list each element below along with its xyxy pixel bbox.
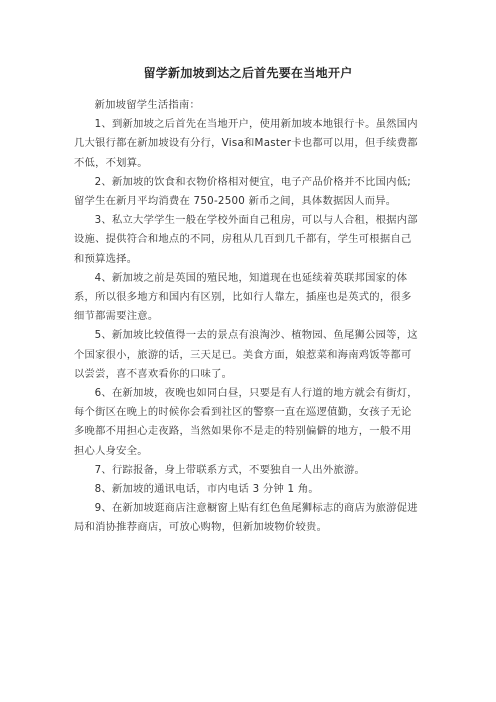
paragraph-3: 3、私立大学学生一般在学校外面自己租房，可以与人合租，根据内部设施、提供符合和地点的不同，房租从几百到几千都有，学生可根据自己和预算选择。 [74,214,418,265]
document-title: 留学新加坡到达之后首先要在当地开户 [143,66,353,80]
intro-line: 新加坡留学生活指南： [94,99,201,111]
paragraph-9: 9、在新加坡逛商店注意橱窗上贴有红色鱼尾狮标志的商店为旅游促进局和消协推荐商店，可放心购物，但新加坡物价较贵。 [74,502,418,534]
paragraph-4: 4、新加坡之前是英国的殖民地，知道现在也延续着英联邦国家的体系，所以很多地方和国内有区别，比如行人靠左，插座也是英式的，很多细节都需要注意。 [74,271,412,323]
paragraph-6: 6、在新加坡，夜晚也如同白昼，只要是有人行道的地方就会有街灯，每个街区在晚上的时候你会看到社区的警察一直在巡逻值勤，女孩子无论多晚都不用担心走夜路，当然如果你不是走的特别偏僻的地方，一般不用担心人身安全。 [74,387,418,457]
paragraph-5: 5、新加坡比较值得一去的景点有浪淘沙、植物园、鱼尾狮公园等，这个国家很小，旅游的话，三天足已。美食方面，娘惹菜和海南鸡饭等都可以尝尝，喜不喜欢看你的口味了。 [74,329,418,380]
paragraph-2: 2、新加坡的饮食和衣物价格相对便宜，电子产品价格并不比国内低;留学生在新月平均消费在 750-2500 新币之间，具体数据因人而异。 [74,175,411,208]
paragraph-8: 8、新加坡的通讯电话，市内电话 3 分钟 1 角。 [94,483,319,496]
paragraph-1: 1、到新加坡之后首先在当地开户，使用新加坡本地银行卡。虽然国内几大银行都在新加坡设有分行，Visa和Master卡也都可以用，但手续费都不低，不划算。 [74,118,418,169]
document-body [74,96,421,538]
paragraph-7: 7、行踪报备，身上带联系方式，不要独自一人出外旅游。 [94,463,366,476]
